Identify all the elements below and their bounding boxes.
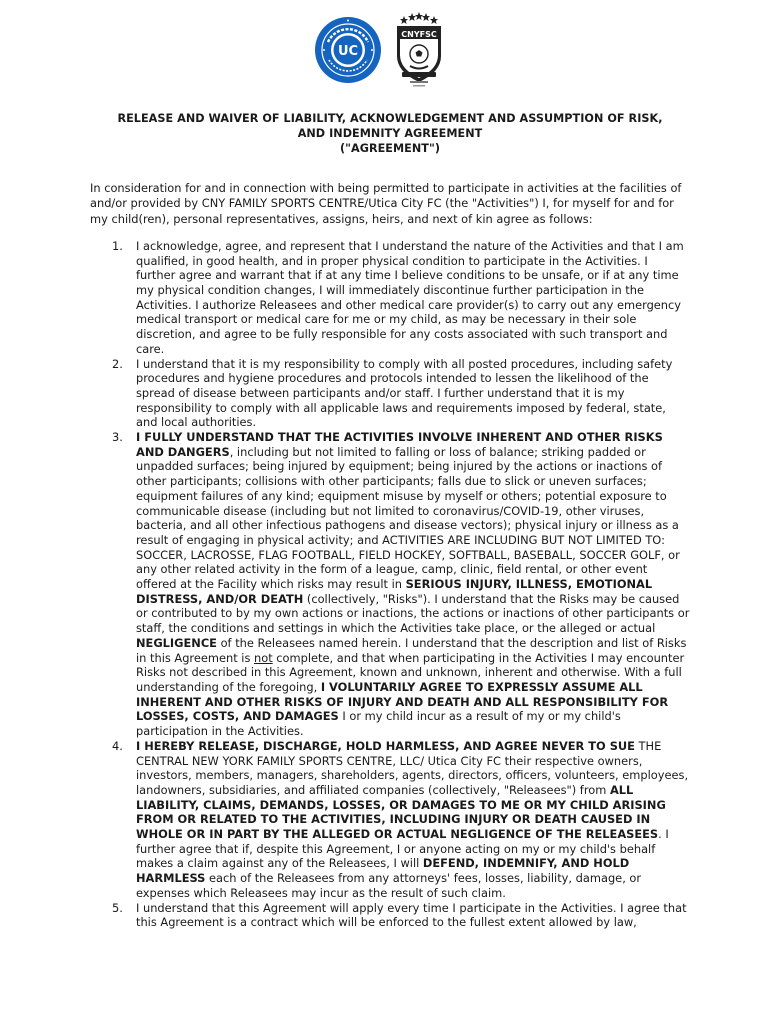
clause-text: I acknowledge, agree, and represent that I understand the nature of the Activities and that I am qualified, in good health, and in proper physical condition to participate in the Activities. I further agree and warrant that if at any time I believe conditions to be unsafe, or if at any time my physical condition changes, I will immediately discontinue further participation in the Activities. I authorize Releasees and other medical care provider(s) to carry out any emergency medical transport or medical care for me or my child, as may be necessary in their sole discretion, and agree to be fully responsible for any costs associated with such transport and care. [136, 238, 684, 356]
title-line-2: AND INDEMNITY AGREEMENT [297, 127, 483, 140]
indemnify-text: DEFEND, INDEMNIFY, AND HOLD HARMLESS [136, 856, 630, 886]
title-line-3: ("AGREEMENT") [339, 142, 441, 155]
clause-text: , including but not limited to falling or loss of balance; striking padded or unpadded surfaces; being injured by equipment; being injured by the actions or inactions of other participants; collisions with other participants; falls due to slick or uneven surfaces; equipment failures of any kind; equipment misuse by myself or others; potential exposure to communicable disease (including but not limited to coronavirus/COVID-19, other viruses, bacteria, and all other infectious pathogens and disease vectors); physical injury or illness as a result of engaging in physical activity; and ACTIVITIES ARE INCLUDING BUT NOT LIMITED TO: SOCCER, LACROSSE, FLAG FOOTBALL, FIELD HOCKEY, SOFTBALL, BASEBALL, SOCCER GOLF, or any other related activity in the form of a league, camp, clinic, field rental, or other event offered at the Facility which risks may result in [136, 444, 680, 592]
cnyfsc-banner: CNYFSC [401, 30, 437, 39]
clause-number: 2. [112, 356, 123, 371]
release-heading: I HEREBY RELEASE, DISCHARGE, HOLD HARMLESS, AND AGREE NEVER TO SUE [136, 738, 635, 753]
cnyfsc-logo [390, 10, 448, 90]
clause-text: of the Releasees named herein. I understand that the description and list of Risks in this Agreement is [136, 635, 687, 665]
header-logos [0, 10, 770, 92]
agreement-clauses [90, 239, 690, 930]
utica-city-fc-logo [314, 16, 382, 84]
clause-text: complete, and that when participating in the Activities I may encounter Risks not described in this Agreement, known and unknown, inherent and otherwise. With a full understanding of the foregoing, [136, 650, 685, 694]
clause-text: each of the Releasees from any attorneys' fees, losses, liability, damage, or expenses which Releasees may incur as the result of such claim. [136, 871, 642, 900]
negligence-text: NEGLIGENCE [136, 635, 217, 650]
risk-heading: I FULLY UNDERSTAND THAT THE ACTIVITIES INVOLVE INHERENT AND OTHER RISKS AND DANGERS [136, 430, 663, 459]
agreement-document [90, 111, 690, 930]
clause-1 [90, 239, 690, 357]
clause-5 [90, 901, 690, 930]
serious-injury-text: SERIOUS INJURY, ILLNESS, EMOTIONAL DISTRESS, AND/OR DEATH [136, 577, 653, 606]
clause-2 [90, 357, 690, 431]
clause-text: THE CENTRAL NEW YORK FAMILY SPORTS CENTRE, LLC/ Utica City FC their respective owners, investors, members, managers, shareholders, agents, directors, officers, volunteers, employees, landowners, subsidiaries, and affiliated companies (collectively, "Releasees") from [136, 738, 689, 797]
utica-monogram: UC [337, 44, 359, 59]
clause-text: I understand that it is my responsibility to comply with all posted procedures, including safety procedures and hygiene procedures and protocols intended to lessen the likelihood of the spread of disease between participants and/or staff. I further understand that it is my responsibility to comply with all applicable laws and requirements imposed by federal, state, and local authorities. [136, 356, 673, 430]
clause-number: 1. [112, 238, 123, 253]
intro-paragraph: In consideration for and in connection with being permitted to participate in activities at the facilities of and/or provided by CNY FAMILY SPORTS CENTRE/Utica City FC (the "Activities") I, for myself for and for my child(ren), personal representatives, assigns, heirs, and next of kin agree as follows: [90, 181, 682, 226]
liability-text: ALL LIABILITY, CLAIMS, DEMANDS, LOSSES, OR DAMAGES TO ME OR MY CHILD ARISING FROM OR RELATED TO THE ACTIVITIES, INCLUDING INJURY OR DEATH CAUSED IN WHOLE OR IN PART BY THE ALLEGED OR ACTUAL NEGLIGENCE OF THE RELEASEES [136, 782, 666, 842]
clause-text: I or my child incur as a result of my or my child's participation in the Activities. [136, 709, 621, 739]
clause-number: 4. [112, 738, 123, 753]
agreement-title [90, 111, 690, 156]
clause-text: (collectively, "Risks"). I understand that the Risks may be caused or contributed to by my own actions or inactions, the actions or inactions of other participants or staff, the conditions and settings in which the Activities take place, or the alleged or actual [136, 591, 690, 636]
clause-4 [90, 739, 690, 901]
clause-number: 5. [112, 900, 123, 915]
clause-text: I understand that this Agreement will apply every time I participate in the Activities. I agree that this Agreement is a contract which will be enforced to the fullest extent allowed by law, [136, 900, 687, 930]
clause-3 [90, 430, 690, 739]
not-underlined: not [254, 650, 273, 665]
clause-text: . I further agree that if, despite this Agreement, I or anyone acting on my or my child's behalf makes a claim against any of the Releasees, I will [136, 827, 669, 871]
clause-number: 3. [112, 430, 123, 445]
title-line-1: RELEASE AND WAIVER OF LIABILITY, ACKNOWLEDGEMENT AND ASSUMPTION OF RISK, [117, 112, 663, 125]
voluntary-agree-text: I VOLUNTARILY AGREE TO EXPRESSLY ASSUME ALL INHERENT AND OTHER RISKS OF INJURY AND DEATH AND ALL RESPONSIBILITY FOR LOSSES, COSTS, AND DAMAGES [136, 679, 669, 724]
